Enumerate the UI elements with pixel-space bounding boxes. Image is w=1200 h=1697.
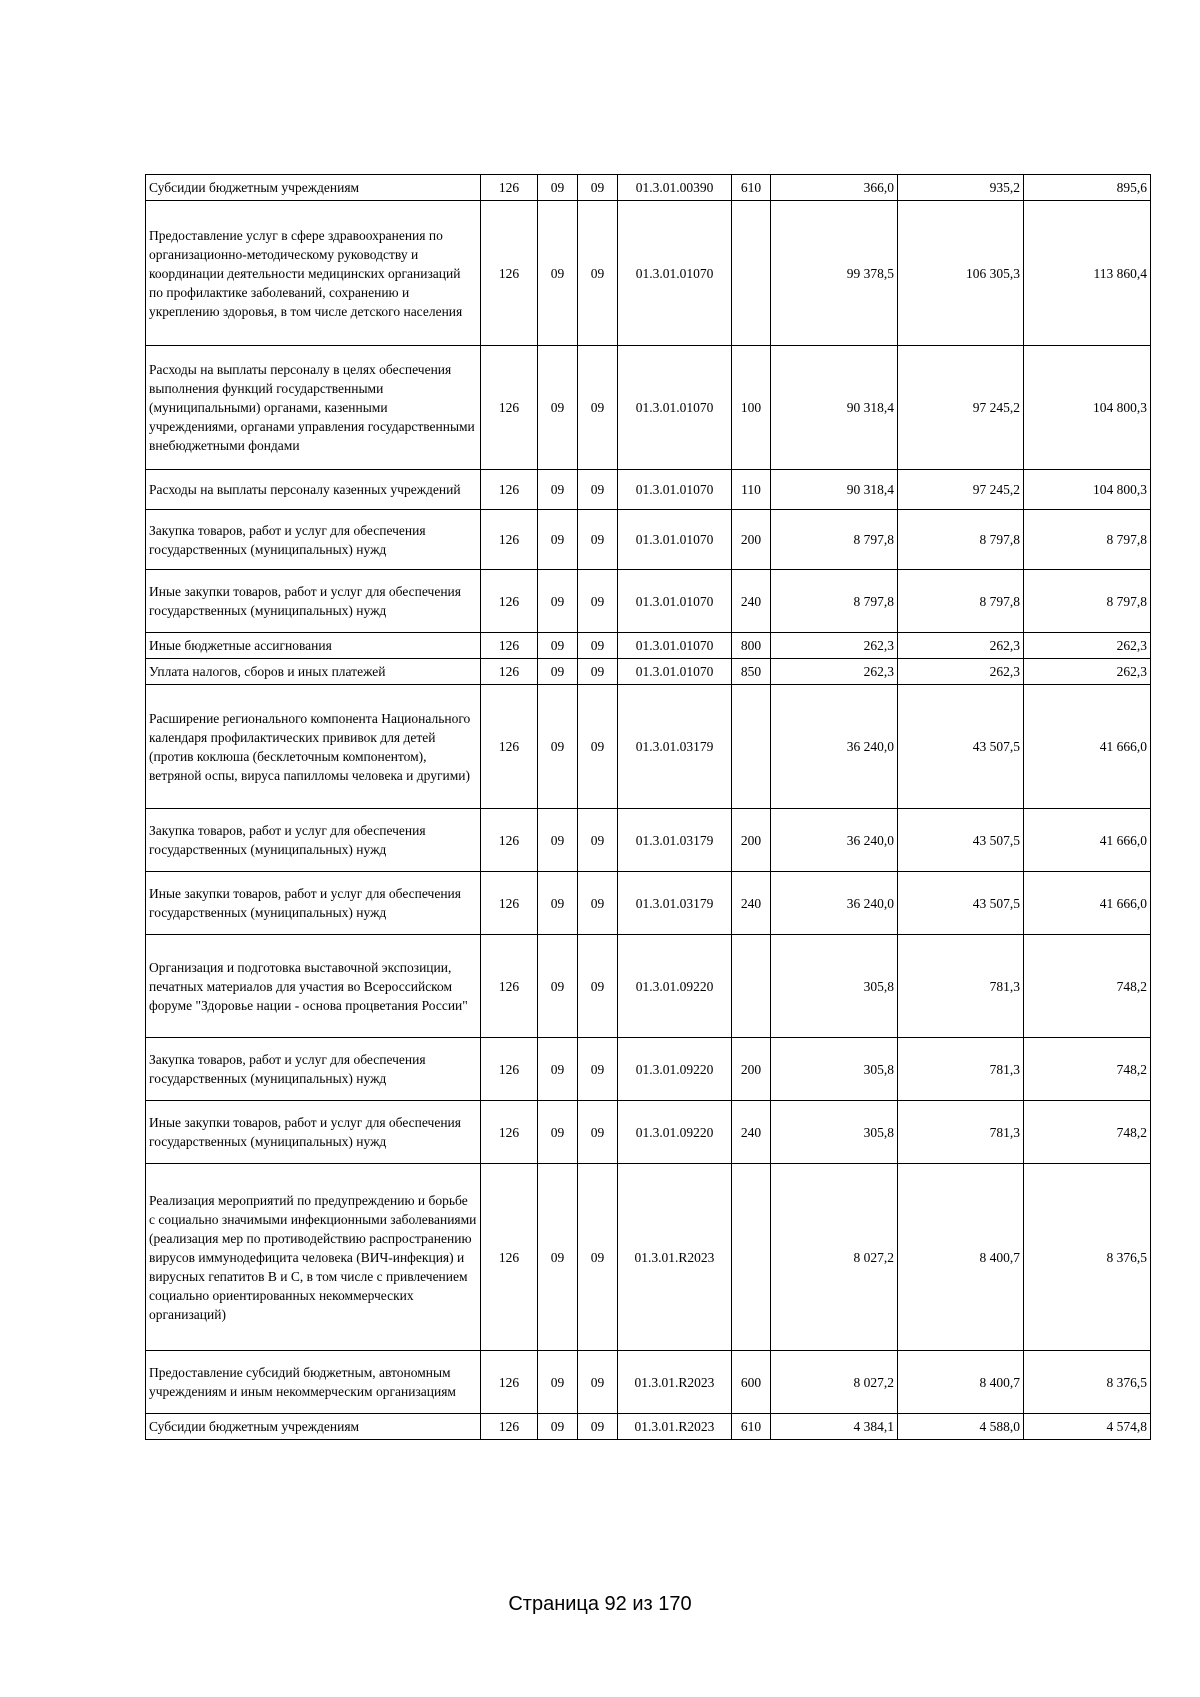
cell-amount-year3: 8 797,8 (1024, 570, 1151, 633)
cell-pr: 09 (578, 1038, 618, 1101)
cell-amount-year1: 305,8 (771, 1101, 898, 1164)
cell-pr: 09 (578, 201, 618, 346)
cell-csr: 01.3.01.01070 (618, 470, 732, 510)
cell-grbs: 126 (481, 872, 538, 935)
cell-grbs: 126 (481, 1101, 538, 1164)
cell-rz: 09 (538, 201, 578, 346)
cell-rz: 09 (538, 1038, 578, 1101)
cell-rz: 09 (538, 470, 578, 510)
cell-amount-year1: 8 027,2 (771, 1164, 898, 1351)
cell-amount-year3: 748,2 (1024, 935, 1151, 1038)
table-row (146, 1164, 1151, 1351)
cell-name: Закупка товаров, работ и услуг для обеспечения государственных (муниципальных) нужд (146, 510, 481, 570)
cell-name: Иные закупки товаров, работ и услуг для обеспечения государственных (муниципальных) нужд (146, 570, 481, 633)
cell-amount-year2: 106 305,3 (898, 201, 1024, 346)
cell-rz: 09 (538, 685, 578, 809)
cell-grbs: 126 (481, 935, 538, 1038)
cell-grbs: 126 (481, 1038, 538, 1101)
cell-pr: 09 (578, 510, 618, 570)
cell-amount-year1: 305,8 (771, 935, 898, 1038)
cell-csr: 01.3.01.00390 (618, 175, 732, 201)
cell-amount-year1: 8 797,8 (771, 570, 898, 633)
cell-amount-year1: 8 027,2 (771, 1351, 898, 1414)
cell-amount-year3: 41 666,0 (1024, 685, 1151, 809)
cell-grbs: 126 (481, 659, 538, 685)
cell-csr: 01.3.01.01070 (618, 659, 732, 685)
cell-amount-year3: 748,2 (1024, 1038, 1151, 1101)
table-row (146, 570, 1151, 633)
cell-amount-year2: 4 588,0 (898, 1414, 1024, 1440)
cell-vr: 240 (732, 570, 771, 633)
cell-rz: 09 (538, 809, 578, 872)
cell-amount-year2: 8 400,7 (898, 1164, 1024, 1351)
cell-pr: 09 (578, 809, 618, 872)
cell-pr: 09 (578, 1351, 618, 1414)
cell-grbs: 126 (481, 175, 538, 201)
cell-name: Иные бюджетные ассигнования (146, 633, 481, 659)
cell-name: Субсидии бюджетным учреждениям (146, 1414, 481, 1440)
cell-amount-year2: 781,3 (898, 935, 1024, 1038)
cell-grbs: 126 (481, 201, 538, 346)
cell-amount-year1: 36 240,0 (771, 872, 898, 935)
table-row (146, 935, 1151, 1038)
cell-rz: 09 (538, 1414, 578, 1440)
cell-amount-year3: 895,6 (1024, 175, 1151, 201)
cell-vr (732, 935, 771, 1038)
cell-amount-year1: 262,3 (771, 659, 898, 685)
cell-name: Иные закупки товаров, работ и услуг для обеспечения государственных (муниципальных) нужд (146, 872, 481, 935)
table-row (146, 1414, 1151, 1440)
cell-grbs: 126 (481, 633, 538, 659)
cell-name: Расширение регионального компонента Национального календаря профилактических прививок для детей (против коклюша (бесклеточным компонентом), ветряной оспы, вируса папилломы человека и другими) (146, 685, 481, 809)
cell-name: Уплата налогов, сборов и иных платежей (146, 659, 481, 685)
cell-name: Закупка товаров, работ и услуг для обеспечения государственных (муниципальных) нужд (146, 1038, 481, 1101)
cell-amount-year3: 41 666,0 (1024, 872, 1151, 935)
cell-pr: 09 (578, 346, 618, 470)
cell-amount-year3: 4 574,8 (1024, 1414, 1151, 1440)
table-row (146, 201, 1151, 346)
cell-amount-year1: 8 797,8 (771, 510, 898, 570)
cell-amount-year2: 262,3 (898, 633, 1024, 659)
cell-vr: 110 (732, 470, 771, 510)
cell-amount-year1: 36 240,0 (771, 685, 898, 809)
cell-amount-year3: 262,3 (1024, 659, 1151, 685)
cell-amount-year1: 262,3 (771, 633, 898, 659)
cell-amount-year1: 36 240,0 (771, 809, 898, 872)
cell-csr: 01.3.01.01070 (618, 346, 732, 470)
table-row (146, 346, 1151, 470)
cell-vr: 600 (732, 1351, 771, 1414)
cell-amount-year2: 935,2 (898, 175, 1024, 201)
cell-amount-year2: 8 797,8 (898, 570, 1024, 633)
table-row (146, 633, 1151, 659)
cell-amount-year2: 8 797,8 (898, 510, 1024, 570)
cell-csr: 01.3.01.R2023 (618, 1164, 732, 1351)
cell-name: Организация и подготовка выставочной экспозиции, печатных материалов для участия во Всероссийском форуме "Здоровье нации - основа процветания России" (146, 935, 481, 1038)
cell-amount-year1: 99 378,5 (771, 201, 898, 346)
budget-table (145, 174, 1151, 1440)
cell-vr (732, 685, 771, 809)
cell-amount-year2: 97 245,2 (898, 346, 1024, 470)
cell-grbs: 126 (481, 510, 538, 570)
cell-name: Закупка товаров, работ и услуг для обеспечения государственных (муниципальных) нужд (146, 809, 481, 872)
cell-rz: 09 (538, 659, 578, 685)
cell-amount-year2: 781,3 (898, 1101, 1024, 1164)
cell-pr: 09 (578, 570, 618, 633)
cell-pr: 09 (578, 659, 618, 685)
table-row (146, 510, 1151, 570)
cell-csr: 01.3.01.01070 (618, 633, 732, 659)
cell-amount-year2: 97 245,2 (898, 470, 1024, 510)
cell-rz: 09 (538, 1164, 578, 1351)
table-row (146, 1101, 1151, 1164)
cell-vr: 100 (732, 346, 771, 470)
cell-amount-year3: 8 797,8 (1024, 510, 1151, 570)
cell-csr: 01.3.01.R2023 (618, 1414, 732, 1440)
cell-vr: 200 (732, 510, 771, 570)
cell-grbs: 126 (481, 346, 538, 470)
cell-csr: 01.3.01.01070 (618, 570, 732, 633)
cell-rz: 09 (538, 175, 578, 201)
cell-vr: 200 (732, 1038, 771, 1101)
cell-name: Субсидии бюджетным учреждениям (146, 175, 481, 201)
cell-name: Расходы на выплаты персоналу казенных учреждений (146, 470, 481, 510)
cell-pr: 09 (578, 175, 618, 201)
cell-grbs: 126 (481, 1164, 538, 1351)
cell-vr: 240 (732, 1101, 771, 1164)
cell-csr: 01.3.01.01070 (618, 510, 732, 570)
table-row (146, 685, 1151, 809)
cell-rz: 09 (538, 935, 578, 1038)
cell-amount-year3: 113 860,4 (1024, 201, 1151, 346)
cell-amount-year1: 305,8 (771, 1038, 898, 1101)
cell-name: Предоставление субсидий бюджетным, автономным учреждениям и иным некоммерческим организациям (146, 1351, 481, 1414)
cell-csr: 01.3.01.03179 (618, 809, 732, 872)
cell-rz: 09 (538, 346, 578, 470)
cell-amount-year2: 43 507,5 (898, 809, 1024, 872)
table-row (146, 175, 1151, 201)
cell-vr: 800 (732, 633, 771, 659)
cell-amount-year1: 4 384,1 (771, 1414, 898, 1440)
cell-rz: 09 (538, 633, 578, 659)
cell-name: Иные закупки товаров, работ и услуг для обеспечения государственных (муниципальных) нужд (146, 1101, 481, 1164)
cell-amount-year2: 781,3 (898, 1038, 1024, 1101)
cell-pr: 09 (578, 470, 618, 510)
cell-amount-year1: 90 318,4 (771, 470, 898, 510)
cell-vr: 850 (732, 659, 771, 685)
cell-amount-year3: 748,2 (1024, 1101, 1151, 1164)
cell-csr: 01.3.01.01070 (618, 201, 732, 346)
cell-name: Предоставление услуг в сфере здравоохранения по организационно-методическому руководству и координации деятельности медицинских организаций по профилактике заболеваний, сохранению и укреплению здоровья, в том числе детского населения (146, 201, 481, 346)
cell-pr: 09 (578, 685, 618, 809)
cell-rz: 09 (538, 1351, 578, 1414)
cell-vr: 610 (732, 175, 771, 201)
cell-grbs: 126 (481, 570, 538, 633)
cell-amount-year1: 366,0 (771, 175, 898, 201)
cell-grbs: 126 (481, 1351, 538, 1414)
cell-amount-year2: 8 400,7 (898, 1351, 1024, 1414)
table-row (146, 659, 1151, 685)
cell-csr: 01.3.01.09220 (618, 1038, 732, 1101)
cell-csr: 01.3.01.09220 (618, 935, 732, 1038)
cell-vr: 610 (732, 1414, 771, 1440)
cell-grbs: 126 (481, 809, 538, 872)
cell-amount-year2: 262,3 (898, 659, 1024, 685)
cell-vr (732, 1164, 771, 1351)
cell-vr (732, 201, 771, 346)
cell-grbs: 126 (481, 1414, 538, 1440)
cell-name: Расходы на выплаты персоналу в целях обеспечения выполнения функций государственными (муниципальными) органами, казенными учреждениями, органами управления государственными внебюджетными фондами (146, 346, 481, 470)
cell-amount-year3: 8 376,5 (1024, 1164, 1151, 1351)
cell-vr: 240 (732, 872, 771, 935)
budget-table-body (146, 175, 1151, 1440)
page-number: Страница 92 из 170 (508, 1593, 692, 1615)
cell-amount-year3: 41 666,0 (1024, 809, 1151, 872)
table-row (146, 1038, 1151, 1101)
cell-pr: 09 (578, 872, 618, 935)
cell-csr: 01.3.01.R2023 (618, 1351, 732, 1414)
cell-vr: 200 (732, 809, 771, 872)
cell-amount-year3: 262,3 (1024, 633, 1151, 659)
cell-amount-year2: 43 507,5 (898, 872, 1024, 935)
cell-csr: 01.3.01.03179 (618, 685, 732, 809)
table-row (146, 470, 1151, 510)
cell-name: Реализация мероприятий по предупреждению и борьбе с социально значимыми инфекционными заболеваниями (реализация мер по противодействию распространению вирусов иммунодефицита человека (ВИЧ-инфекция) и вирусных гепатитов В и С, в том числе с привлечением социально ориентированных некоммерческих организаций) (146, 1164, 481, 1351)
table-row (146, 872, 1151, 935)
cell-grbs: 126 (481, 470, 538, 510)
cell-csr: 01.3.01.09220 (618, 1101, 732, 1164)
cell-pr: 09 (578, 633, 618, 659)
table-row (146, 809, 1151, 872)
cell-rz: 09 (538, 570, 578, 633)
cell-amount-year1: 90 318,4 (771, 346, 898, 470)
table-row (146, 1351, 1151, 1414)
cell-rz: 09 (538, 872, 578, 935)
cell-amount-year3: 8 376,5 (1024, 1351, 1151, 1414)
cell-pr: 09 (578, 1101, 618, 1164)
cell-amount-year3: 104 800,3 (1024, 346, 1151, 470)
cell-pr: 09 (578, 1414, 618, 1440)
cell-grbs: 126 (481, 685, 538, 809)
cell-rz: 09 (538, 1101, 578, 1164)
cell-pr: 09 (578, 935, 618, 1038)
cell-rz: 09 (538, 510, 578, 570)
cell-amount-year2: 43 507,5 (898, 685, 1024, 809)
cell-pr: 09 (578, 1164, 618, 1351)
cell-amount-year3: 104 800,3 (1024, 470, 1151, 510)
cell-csr: 01.3.01.03179 (618, 872, 732, 935)
